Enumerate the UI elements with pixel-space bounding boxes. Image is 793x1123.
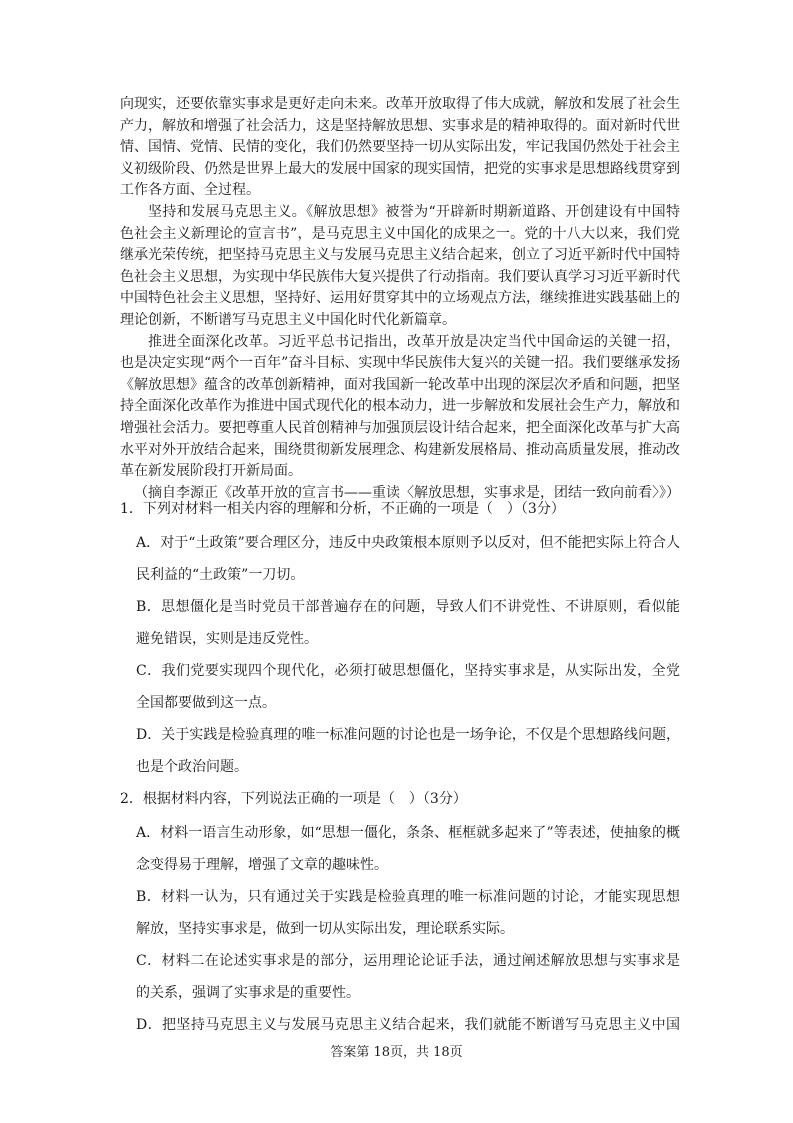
question-2-option-c-cont: 的关系，强调了实事求是的重要性。 xyxy=(136,985,360,1001)
question-2-option-b: B．材料一认为，只有通过关于实践是检验真理的唯一标准问题的讨论，才能实现思想 xyxy=(136,889,680,905)
question-1-option-b-cont: 避免错误，实则是违反党性。 xyxy=(136,631,318,647)
passage-line: 理论创新，不断谱写马克思主义中国化时代化新篇章。 xyxy=(120,311,456,328)
passage-line: 义初级阶段、仍然是世界上最大的发展中国家的现实国情，把党的实事求是思想路线贯穿到 xyxy=(120,160,680,177)
question-2-stem: 2．根据材料内容，下列说法正确的一项是（ ）（3分） xyxy=(120,791,467,807)
question-2-option-b-cont: 解放，坚持实事求是，做到一切从实际出发，理论联系实际。 xyxy=(136,921,514,937)
passage-line: 增强社会活力。要把尊重人民首创精神与加强顶层设计结合起来，把全面深化改革与扩大高 xyxy=(120,419,680,436)
passage-line: 推进全面深化改革。习近平总书记指出，改革开放是决定当代中国命运的关键一招， xyxy=(148,333,680,350)
question-1-option-c-cont: 全国都要做到这一点。 xyxy=(136,695,276,711)
questions xyxy=(120,497,680,1041)
passage-source: （摘自李源正《改革开放的宣言书——重读〈解放思想，实事求是，团结一致向前看〉》） xyxy=(134,484,680,501)
question-2-option-a-cont: 念变得易于理解，增强了文章的趣味性。 xyxy=(136,857,388,873)
question-2-option-c: C．材料二在论述实事求是的部分，运用理论论证手法，通过阐述解放思想与实事求是 xyxy=(136,953,680,969)
passage-line: 色社会主义思想，为实现中华民族伟大复兴提供了行动指南。我们要认真学习习近平新时代 xyxy=(120,268,680,285)
question-1-option-d: D．关于实践是检验真理的唯一标准问题的讨论也是一场争论，不仅是个思想路线问题， xyxy=(136,727,680,743)
passage xyxy=(120,94,680,504)
passage-line: 工作各方面、全过程。 xyxy=(120,182,260,199)
question-2-option-d: D．把坚持马克思主义与发展马克思主义结合起来，我们就能不断谱写马克思主义中国 xyxy=(136,1017,680,1033)
passage-line: 《解放思想》蕴含的改革创新精神，面对我国新一轮改革中出现的深层次矛盾和问题，把坚 xyxy=(120,376,680,393)
question-1-option-c: C．我们党要实现四个现代化，必须打破思想僵化，坚持实事求是，从实际出发，全党 xyxy=(136,663,680,679)
question-1-option-d-cont: 也是个政治问题。 xyxy=(136,759,248,775)
passage-line: 继承光荣传统，把坚持马克思主义与发展马克思主义结合起来，创立了习近平新时代中国特 xyxy=(120,247,680,264)
question-1-option-a: A．对于“土政策”要合理区分，违反中央政策根本原则予以反对，但不能把实际上符合人 xyxy=(136,535,680,551)
question-1-option-b: B．思想僵化是当时党员干部普遍存在的问题，导致人们不讲党性、不讲原则，看似能 xyxy=(136,599,680,615)
passage-line: 革在新发展阶段打开新局面。 xyxy=(120,463,302,480)
passage-line: 色社会主义新理论的宣言书”，是马克思主义中国化的成果之一。党的十八大以来，我们党 xyxy=(120,225,680,242)
question-2-option-a: A．材料一语言生动形象，如“思想一僵化，条条、框框就多起来了”等表述，使抽象的概 xyxy=(136,825,680,841)
passage-line: 坚持和发展马克思主义。《解放思想》被誉为“开辟新时期新道路、开创建设有中国特 xyxy=(148,203,680,220)
passage-line: 水平对外开放结合起来，围绕贯彻新发展理念、构建新发展格局、推动高质量发展，推动改 xyxy=(120,441,680,458)
passage-line: 向现实，还要依靠实事求是更好走向未来。改革开放取得了伟大成就，解放和发展了社会生 xyxy=(120,96,680,112)
passage-line: 也是决定实现“两个一百年”奋斗目标、实现中华民族伟大复兴的关键一招。我们要继承发扬 xyxy=(120,355,680,372)
question-1-stem: 1．下列对材料一相关内容的理解和分析，不正确的一项是（ ）（3分） xyxy=(120,501,565,517)
passage-line: 情、国情、党情、民情的变化，我们仍然要坚持一切从实际出发，牢记我国仍然处于社会主 xyxy=(120,139,680,156)
page-footer: 答案第 18页，共 18页 xyxy=(330,1045,463,1060)
passage-line: 中国特色社会主义思想，坚持好、运用好贯穿其中的立场观点方法，继续推进实践基础上的 xyxy=(120,290,680,307)
question-1-option-a-cont: 民利益的“土政策”一刀切。 xyxy=(136,567,305,583)
passage-line: 持全面深化改革作为推进中国式现代化的根本动力，进一步解放和发展社会生产力，解放和 xyxy=(120,398,680,415)
passage-line: 产力，解放和增强了社会活力，这是坚持解放思想、实事求是的精神取得的。面对新时代世 xyxy=(120,117,680,134)
